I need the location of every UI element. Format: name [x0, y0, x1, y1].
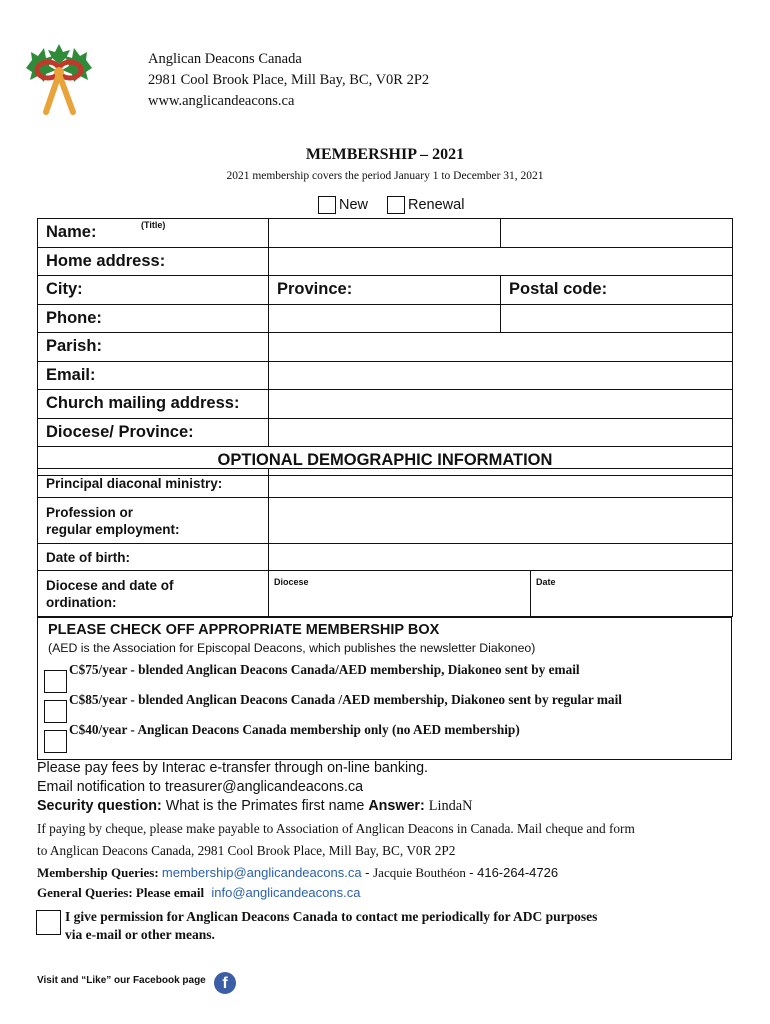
contact-name: Jacquie Bouthéon: [373, 865, 466, 880]
membership-box-note: (AED is the Association for Episcopal Deacons, which publishes the newsletter Diakoneo): [48, 641, 536, 655]
demographic-table: [37, 468, 733, 617]
option-75-checkbox[interactable]: [44, 670, 67, 693]
church-mailing-label: Church mailing address:: [38, 390, 269, 419]
general-email-link[interactable]: info@anglicandeacons.ca: [211, 885, 361, 900]
security-label: Security question:: [37, 798, 162, 814]
name-label-cell: [38, 219, 269, 248]
diocese-province-label: Diocese/ Province:: [38, 418, 269, 447]
payment-line2: Email notification to treasurer@anglicandeacons.ca: [37, 779, 364, 795]
phone-field-1[interactable]: [269, 304, 501, 333]
optional-heading: OPTIONAL DEMOGRAPHIC INFORMATION: [38, 447, 733, 476]
option-85-label: C$85/year - blended Anglican Deacons Canada /AED membership, Diakoneo sent by regular mail: [69, 692, 622, 707]
org-name: Anglican Deacons Canada: [148, 51, 302, 67]
membership-option-85[interactable]: [42, 692, 622, 723]
answer-label: Answer:: [368, 798, 425, 814]
renewal-checkbox[interactable]: [387, 196, 405, 214]
province-label[interactable]: Province:: [269, 276, 501, 305]
facebook-text: Visit and “Like” our Facebook page: [37, 975, 206, 986]
queries-dash: -: [361, 865, 374, 880]
ministry-label: Principal diaconal ministry:: [38, 469, 269, 498]
option-40-checkbox[interactable]: [44, 730, 67, 753]
renewal-option[interactable]: [387, 196, 464, 214]
title-hint: (Title): [141, 220, 166, 230]
postal-code-label[interactable]: Postal code:: [501, 276, 733, 305]
membership-option-75[interactable]: [42, 662, 580, 693]
diocese-province-field[interactable]: [269, 418, 733, 447]
org-website[interactable]: www.anglicandeacons.ca: [148, 93, 295, 109]
church-mailing-field[interactable]: [269, 390, 733, 419]
renewal-label: Renewal: [408, 197, 465, 213]
membership-box: [37, 617, 732, 760]
permission-line1: I give permission for Anglican Deacons Canada to contact me periodically for ADC purposes: [65, 909, 598, 924]
cheque-line2: to Anglican Deacons Canada, 2981 Cool Brook Place, Mill Bay, BC, V0R 2P2: [37, 843, 456, 858]
ministry-field[interactable]: [269, 469, 733, 498]
city-label: City:: [38, 276, 269, 305]
profession-field[interactable]: [269, 498, 733, 544]
profession-label: [38, 498, 269, 544]
new-label: New: [339, 197, 369, 213]
security-question: What is the Primates first name: [165, 798, 365, 814]
phone-field-2[interactable]: [501, 304, 733, 333]
new-checkbox[interactable]: [318, 196, 336, 214]
email-label: Email:: [38, 361, 269, 390]
security-question-line: [37, 798, 472, 815]
answer-value: LindaN: [428, 798, 473, 814]
diocese-hint: Diocese: [274, 577, 309, 587]
page-subtitle: 2021 membership covers the period January 1 to December 31, 2021: [226, 170, 544, 182]
email-field[interactable]: [269, 361, 733, 390]
page-title: MEMBERSHIP – 2021: [305, 146, 465, 163]
ordination-label-line1: Diocese and date of: [46, 577, 174, 593]
general-queries-label: General Queries: Please email: [37, 885, 205, 900]
option-40-label: C$40/year - Anglican Deacons Canada membership only (no AED membership): [69, 722, 520, 737]
contact-form-table: [37, 218, 733, 476]
dob-label: Date of birth:: [38, 544, 269, 571]
permission-line2: via e-mail or other means.: [65, 927, 215, 942]
permission-checkbox[interactable]: [36, 910, 61, 935]
phone-label: Phone:: [38, 304, 269, 333]
contact-phone: - 416-264-4726: [469, 865, 559, 880]
parish-field[interactable]: [269, 333, 733, 362]
name-label: Name:: [46, 223, 97, 242]
name-field-first[interactable]: [269, 219, 501, 248]
ordination-diocese-field[interactable]: [269, 571, 531, 617]
date-hint: Date: [536, 577, 556, 587]
maple-leaf-ribbon-logo: [18, 38, 100, 120]
parish-label: Parish:: [38, 333, 269, 362]
membership-box-title: PLEASE CHECK OFF APPROPRIATE MEMBERSHIP BOX: [48, 622, 440, 638]
home-address-field[interactable]: [269, 247, 733, 276]
option-75-label: C$75/year - blended Anglican Deacons Canada/AED membership, Diakoneo sent by email: [69, 662, 580, 677]
ordination-label: [38, 571, 269, 617]
org-address: 2981 Cool Brook Place, Mill Bay, BC, V0R 2P2: [148, 72, 430, 88]
profession-label-line2: regular employment:: [46, 521, 180, 537]
membership-email-link[interactable]: membership@anglicandeacons.ca: [161, 865, 362, 880]
ordination-label-line2: ordination:: [46, 594, 117, 610]
payment-line1: Please pay fees by Interac e-transfer through on-line banking.: [37, 760, 429, 776]
permission-text: [65, 908, 705, 944]
name-field-last[interactable]: [501, 219, 733, 248]
facebook-icon[interactable]: f: [214, 972, 236, 994]
dob-field[interactable]: [269, 544, 733, 571]
option-85-checkbox[interactable]: [44, 700, 67, 723]
cheque-line1: If paying by cheque, please make payable to Association of Anglican Deacons in Canada. Mail cheque and form: [37, 821, 635, 836]
ordination-date-field[interactable]: [531, 571, 733, 617]
membership-option-40[interactable]: [42, 722, 520, 753]
membership-queries-label: Membership Queries:: [37, 865, 159, 880]
new-option[interactable]: [318, 196, 368, 214]
general-queries-line: [37, 885, 360, 901]
home-address-label: Home address:: [38, 247, 269, 276]
membership-queries-line: [37, 865, 558, 881]
profession-label-line1: Profession or: [46, 504, 134, 520]
